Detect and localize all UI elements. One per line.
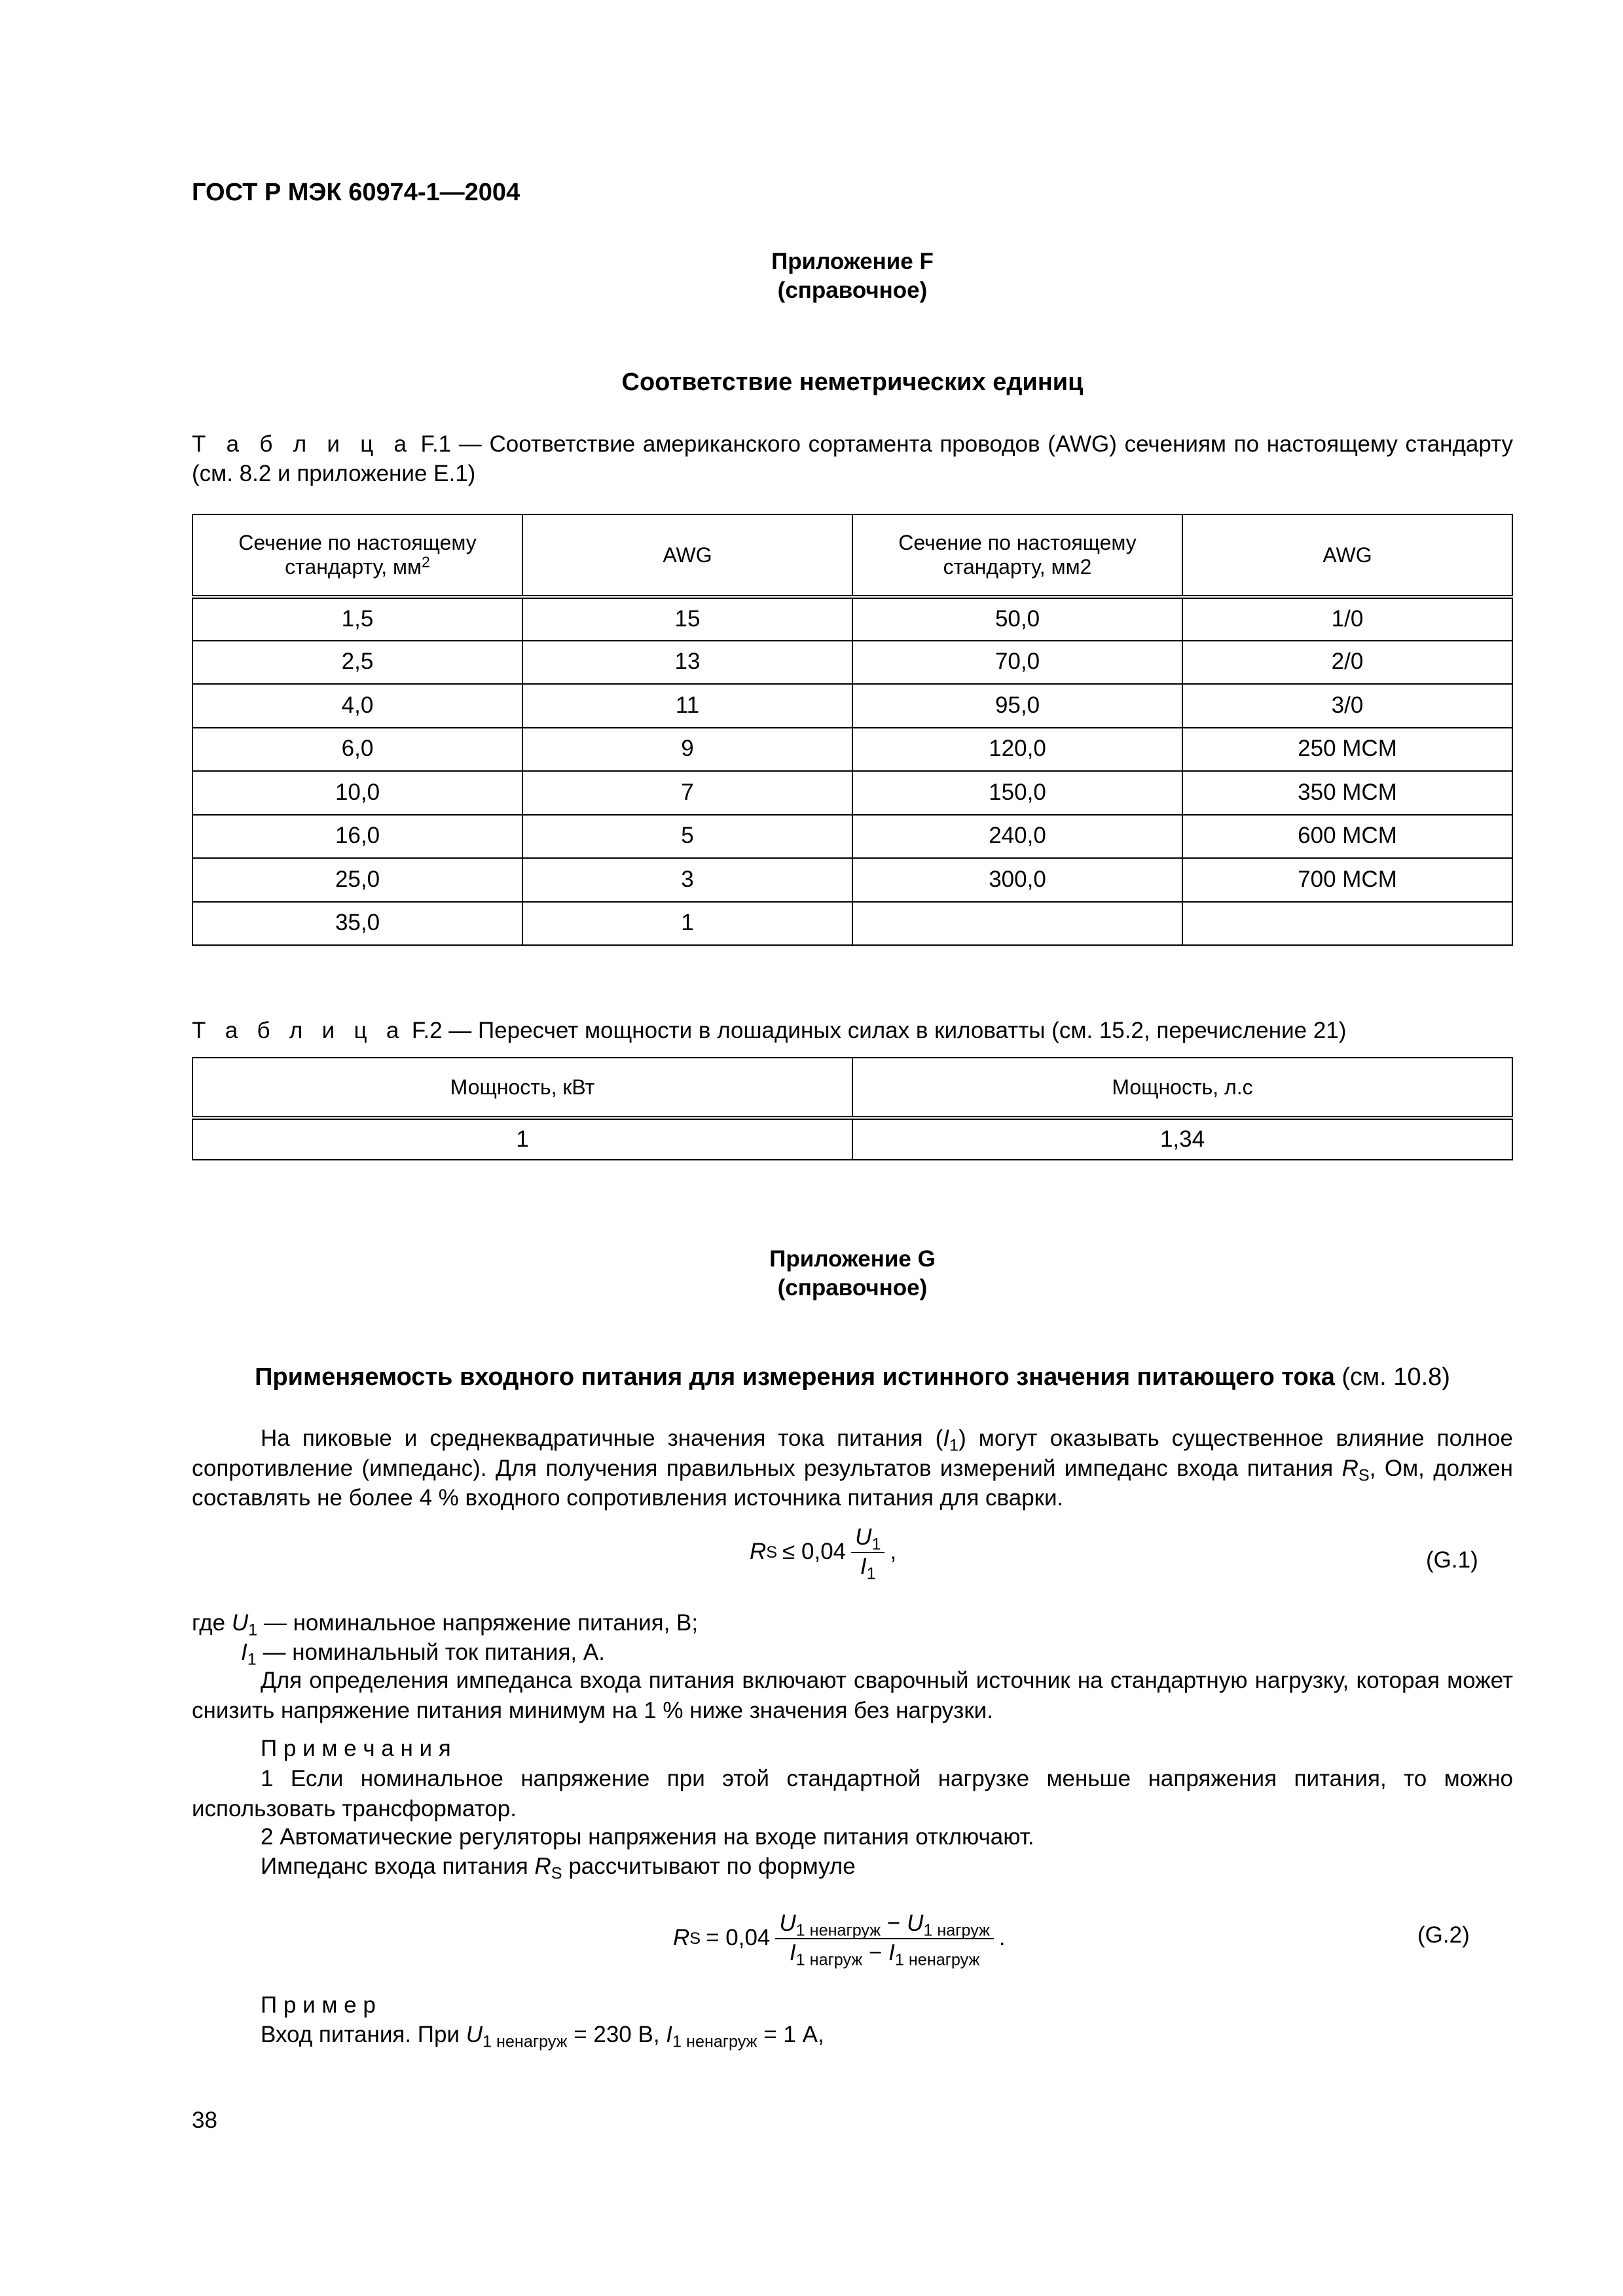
table-cell: 15 [522, 597, 852, 641]
table-cell: 700 MCM [1182, 858, 1512, 902]
table-cell: 1,5 [192, 597, 522, 641]
table-row [192, 684, 1512, 728]
table-f1-header-row [192, 514, 1512, 597]
table-cell: 1/0 [1182, 597, 1512, 641]
appendix-g-title-block [192, 1245, 1513, 1302]
formula-g1-fraction: $\frac{U_1}{I_1}$ [851, 1525, 884, 1579]
note-2: 2 Автоматические регуляторы напряжения на входе питания отключают. [261, 1824, 1034, 1850]
example-label: П р и м е р [261, 1992, 376, 2018]
table-f2-header-row [192, 1058, 1512, 1118]
table-cell: 11 [522, 684, 852, 728]
appendix-g-paragraph-3: Импеданс входа питания $R_S$ рассчитывают по формуле [261, 1854, 856, 1883]
table-cell: 35,0 [192, 902, 522, 946]
table-f1-header-cell: AWG [1182, 514, 1512, 597]
appendix-g-heading-ref: (см. 10.8) [1341, 1363, 1450, 1391]
table-cell: 350 MCM [1182, 771, 1512, 815]
table-cell: 13 [522, 641, 852, 685]
table-row [192, 728, 1512, 772]
formula-g2-fraction: $\frac{U_{1 ненагруж} - U_{1 нагруж}}{I_{1 нагруж} - I_{1 ненагруж}}$ [775, 1911, 994, 1965]
page-number: 38 [192, 2108, 217, 2133]
table-f2-caption-label: Т а б л и ц а [192, 1018, 406, 1043]
table-f2-wrapper [192, 1057, 1513, 1160]
formula-g1-number: (G.1) [1426, 1547, 1478, 1573]
appendix-f-heading: Соответствие неметрических единиц [621, 368, 1084, 396]
table-cell: 250 MCM [1182, 728, 1512, 772]
where-block [192, 1609, 1513, 1668]
table-cell: 1 [192, 1118, 852, 1160]
formula-g1: R S ≤ 0,04 $\frac{U_1}{I_1}$ , [750, 1524, 897, 1583]
table-cell: 300,0 [852, 858, 1182, 902]
table-f1-caption [192, 430, 1513, 489]
table-row [192, 1118, 1512, 1160]
table-cell: 150,0 [852, 771, 1182, 815]
table-row [192, 771, 1512, 815]
table-row [192, 597, 1512, 641]
appendix-g-title: Приложение G [769, 1246, 936, 1272]
table-cell: 600 MCM [1182, 815, 1512, 859]
formula-g2: R S = 0,04 $\frac{U_{1 ненагруж} - U_{1 нагруж}}{I_{1 нагруж} - I_{1 ненагруж}}$ . [673, 1910, 1006, 1969]
table-cell: 2,5 [192, 641, 522, 685]
table-cell [1182, 902, 1512, 946]
table-cell: 1 [522, 902, 852, 946]
table-cell [852, 902, 1182, 946]
formula-g2-number: (G.2) [1417, 1922, 1470, 1948]
table-f2-header-cell: Мощность, кВт [192, 1058, 852, 1118]
table-f1-header-cell: AWG [522, 514, 852, 597]
table-cell: 70,0 [852, 641, 1182, 685]
table-cell: 9 [522, 728, 852, 772]
table-f2-caption-text: F.2 — Пересчет мощности в лошадиных силах в киловатты (см. 15.2, перечисление 21) [411, 1018, 1347, 1043]
table-cell: 120,0 [852, 728, 1182, 772]
table-cell: 7 [522, 771, 852, 815]
table-cell: 6,0 [192, 728, 522, 772]
where-line-2: $I_1$ — номинальный ток питания, А. [241, 1639, 605, 1669]
document-header: ГОСТ Р МЭК 60974-1—2004 [192, 179, 520, 206]
table-cell: 25,0 [192, 858, 522, 902]
notes-label: П р и м е ч а н и я [261, 1736, 451, 1761]
appendix-f-title-block [192, 247, 1513, 305]
table-cell: 95,0 [852, 684, 1182, 728]
table-cell: 16,0 [192, 815, 522, 859]
appendix-g-paragraph-2: Для определения импеданса входа питания включают сварочный источник на стандартную нагрузку, которая может снизить напряжение питания минимум на 1 % ниже значения без нагрузки. [192, 1668, 1513, 1723]
appendix-f-title: Приложение F [771, 249, 934, 274]
table-f1-caption-text: F.1 — Соответствие американского сортамента проводов (AWG) сечениям по настоящему стандарту (см. 8.2 и приложение Е.1) [192, 431, 1513, 486]
table-row [192, 641, 1512, 685]
note-1: 1 Если номинальное напряжение при этой стандартной нагрузке меньше напряжения питания, то можно использовать трансформатор. [192, 1766, 1513, 1821]
table-cell: 50,0 [852, 597, 1182, 641]
appendix-g-heading-text: Применяемость входного питания для измерения истинного значения питающего тока [255, 1363, 1335, 1391]
table-cell: 3/0 [1182, 684, 1512, 728]
table-cell: 3 [522, 858, 852, 902]
where-line-1: где $U_1$ — номинальное напряжение питания, В; [192, 1610, 699, 1640]
table-f2-header-cell: Мощность, л.с [852, 1058, 1512, 1118]
table-row [192, 815, 1512, 859]
table-f1-wrapper [192, 514, 1513, 946]
table-f1-header-cell: Сечение по настоящему стандарту, $мм^2$ [192, 514, 522, 597]
table-cell: 1,34 [852, 1118, 1512, 1160]
appendix-g-heading [192, 1361, 1513, 1393]
table-cell: 4,0 [192, 684, 522, 728]
table-f1-header-cell: Сечение по настоящему стандарту, мм2 [852, 514, 1182, 597]
table-cell: 2/0 [1182, 641, 1512, 685]
table-f1 [192, 514, 1513, 946]
table-row [192, 858, 1512, 902]
appendix-f-subtitle: (справочное) [777, 277, 928, 303]
table-f2-caption [192, 1016, 1513, 1046]
table-f2 [192, 1057, 1513, 1160]
appendix-g-subtitle: (справочное) [777, 1274, 928, 1300]
table-f1-caption-label: Т а б л и ц а [192, 431, 413, 457]
table-cell: 240,0 [852, 815, 1182, 859]
table-row [192, 902, 1512, 946]
table-cell: 10,0 [192, 771, 522, 815]
table-cell: 5 [522, 815, 852, 859]
example-text: Вход питания. При $U_{1 ненагруж} = 230$ В, $I_{1 ненагруж} = 1$ А, [261, 2022, 824, 2051]
appendix-g-paragraph-1: На пиковые и среднеквадратичные значения тока питания $(I_1)$ могут оказывать существенное влияние полное сопротивление (импеданс). Для получения правильных результатов измерений импеданс входа питания $R_S$, Ом, должен составлять не более 4 % входного сопротивления источника питания для сварки. [192, 1426, 1513, 1511]
